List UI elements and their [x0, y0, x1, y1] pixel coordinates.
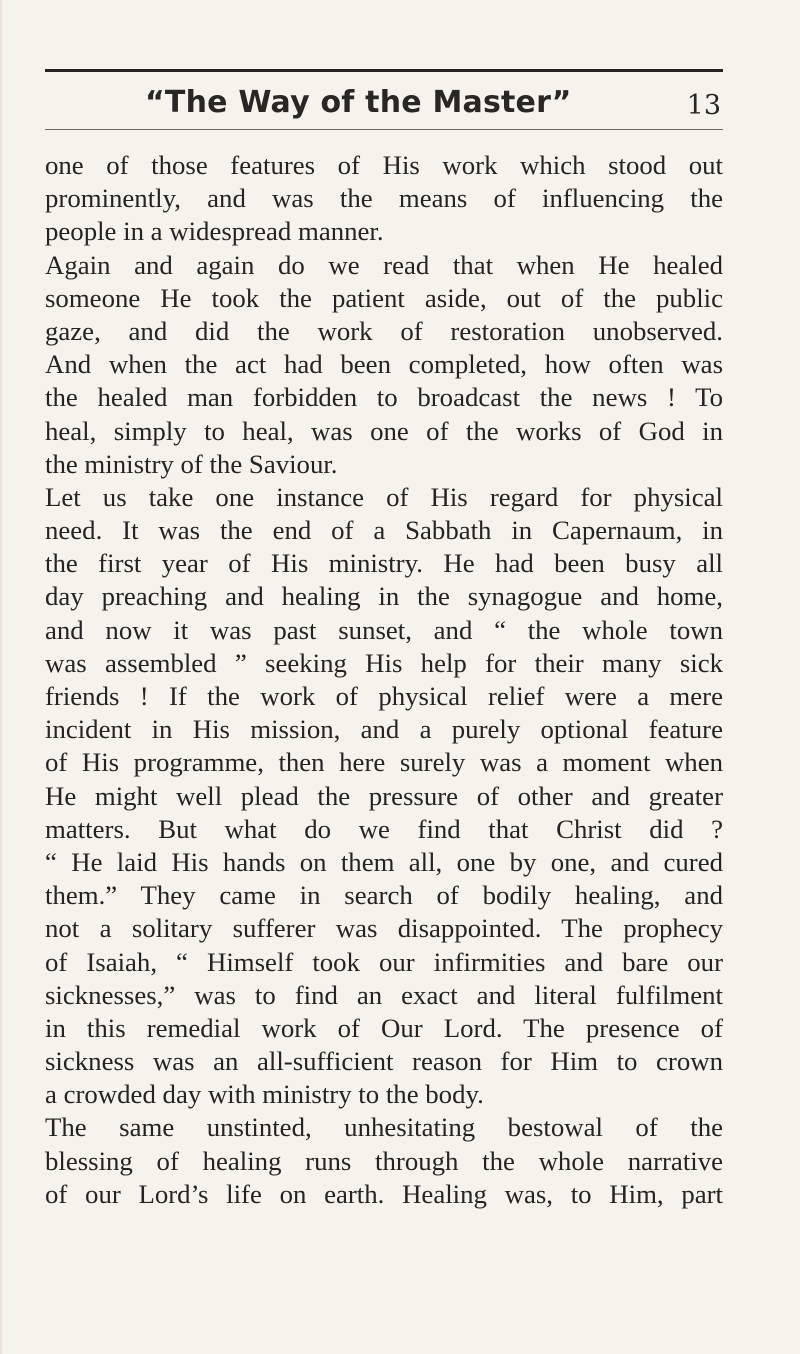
text-line: blessing of healing runs through the whole narrative	[45, 1145, 723, 1176]
text-line: the ministry of the Saviour.	[45, 448, 338, 479]
text-line: the first year of His ministry. He had been busy all	[45, 548, 723, 579]
text-line: heal, simply to heal, was one of the works of God in	[45, 415, 723, 446]
text-line: The same unstinted, unhesitating bestowal of the	[45, 1112, 723, 1143]
text-line: one of those features of His work which stood out	[45, 150, 723, 180]
text-line: them.” They came in search of bodily healing, and	[45, 880, 723, 911]
running-title: “The Way of the Master”	[145, 85, 572, 120]
text-line: of our Lord’s life on earth. Healing was, to Him, part	[45, 1178, 723, 1209]
text-line: in this remedial work of Our Lord. The presence of	[45, 1012, 723, 1043]
text-line: He might well plead the pressure of other and greater	[45, 780, 723, 811]
page-edge	[0, 0, 3, 1354]
text-line: not a solitary sufferer was disappointed. The prophecy	[45, 913, 723, 944]
text-line: was assembled ” seeking His help for their many sick	[45, 647, 723, 678]
text-line: incident in His mission, and a purely optional feature	[45, 714, 723, 745]
text-line: “ He laid His hands on them all, one by one, and cured	[45, 846, 723, 877]
text-line: of Isaiah, “ Himself took our infirmities and bare our	[45, 946, 723, 977]
text-line: And when the act had been completed, how often was	[45, 349, 723, 380]
text-line: day preaching and healing in the synagogue and home,	[45, 581, 723, 612]
page-header	[45, 80, 723, 128]
text-line: a crowded day with ministry to the body.	[45, 1079, 484, 1110]
text-line: people in a widespread manner.	[45, 216, 384, 247]
text-line: Again and again do we read that when He healed	[45, 249, 723, 280]
text-line: need. It was the end of a Sabbath in Capernaum, in	[45, 515, 723, 546]
header-rule	[45, 129, 723, 130]
text-line: someone He took the patient aside, out of the public	[45, 282, 723, 313]
text-line: friends ! If the work of physical relief were a mere	[45, 681, 723, 711]
text-line: gaze, and did the work of restoration unobserved.	[45, 315, 723, 346]
text-line: matters. But what do we find that Christ did ?	[45, 813, 723, 844]
text-line: Let us take one instance of His regard for physical	[45, 481, 723, 512]
text-line: prominently, and was the means of influencing the	[45, 183, 723, 214]
text-line: and now it was past sunset, and “ the whole town	[45, 614, 723, 645]
text-line: sicknesses,” was to find an exact and literal fulfilment	[45, 979, 723, 1010]
page-number: 13	[686, 90, 721, 121]
text-line: of His programme, then here surely was a moment when	[45, 747, 723, 778]
text-line: the healed man forbidden to broadcast the news ! To	[45, 382, 723, 413]
body-text	[45, 149, 723, 1211]
top-rule	[45, 69, 723, 72]
text-line: sickness was an all-sufficient reason for Him to crown	[45, 1046, 723, 1077]
